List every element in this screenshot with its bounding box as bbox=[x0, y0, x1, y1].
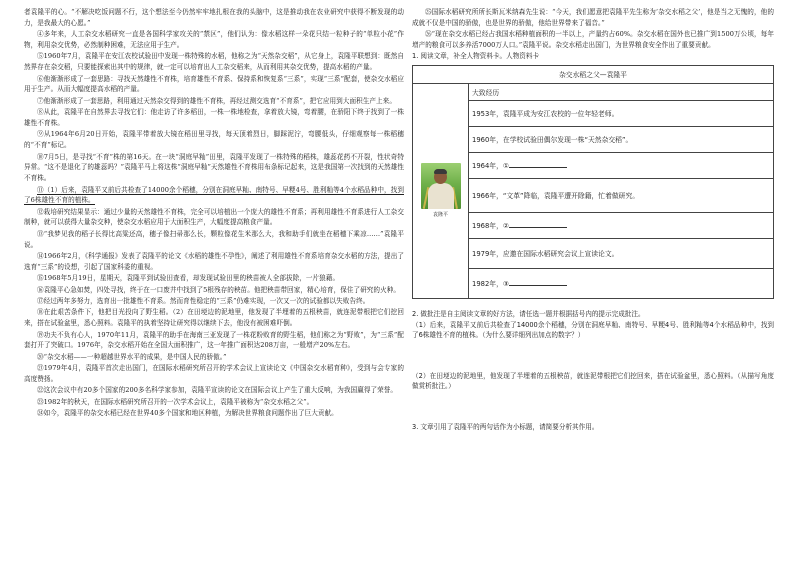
portrait-cell bbox=[413, 83, 469, 298]
card-row-blank-1: 1964年，① bbox=[469, 152, 774, 178]
article-paragraph: ⑲功夫不负有心人，1970年11月，袁隆平的助手在海南三亚发现了一株花粉败育的野生稻，他们称之为“野败”，为“三系”配套打开了突破口。1976年，杂交水稻开始在全国大面积推广，这一年推广面积达208万亩，一般增产20%左右。 bbox=[24, 330, 404, 350]
article-column-left bbox=[24, 7, 404, 420]
article-paragraph: ⑯袁隆平心急如焚，四处寻找，终于在一口废井中找到了5根残存的秧苗。他把秧苗带回家，精心培育，保住了研究的火种。 bbox=[37, 285, 401, 294]
card-row: 1966年，“文革”降临，袁隆平遭开除籍，忙着做研究。 bbox=[469, 178, 774, 212]
article-paragraph: ⑭1966年2月，《科学通报》发表了袁隆平的论文《水稻的雄性不孕性》，阐述了利用雄性不育系培育杂交水稻的方法，提出了选育“三系”的设想，引起了国家科委的重视。 bbox=[24, 252, 404, 271]
portrait-photo bbox=[421, 163, 461, 209]
answer-blank-3[interactable] bbox=[509, 279, 567, 286]
article-paragraph: ④多年来，人工杂交水稻研究一直是各国科学家攻关的“禁区”，他们认为：像水稻这样一朵花只结一粒种子的“单粒小花”作物，利用杂交优势，必然制种困难，无法应用于生产。 bbox=[24, 30, 404, 49]
article-paragraph: 者袁隆平的心。“不解决吃饭问题不行，这个想法至今仍然牢牢地扎根在我的头脑中，这是推动我在农业研究中获得不断发现的动力，是我最大的心愿。” bbox=[24, 8, 404, 27]
article-paragraph: ㉓1982年的秋天，在国际水稻研究所召开的一次学术会议上，袁隆平被称为“杂交水稻之父”。 bbox=[37, 397, 314, 406]
question-1-prompt: 1. 阅读文章，补全人物资料卡。人物资料卡 bbox=[412, 52, 540, 61]
portrait-caption: 袁隆平 bbox=[432, 212, 448, 219]
article-paragraph: ⑨从1964年6月20日开始，袁隆平带着放大镜在稻田里寻找，每天顶着烈日，脚踩泥泞，弯腰低头，仔细观察每一株稻穗的“不育”标记。 bbox=[24, 130, 404, 150]
article-paragraph: ⑬“我梦见我的稻子长得比高粱还高，穗子像扫帚那么长，颗粒像花生米那么大，我和助手们就坐在稻穗下乘凉……”袁隆平说。 bbox=[24, 229, 404, 249]
article-paragraph: ⑥他渐渐形成了一套思路：寻找天然雄性不育株，培育雄性不育系、保持系和恢复系“三系”，实现“三系”配套，使杂交水稻应用于生产。从而大幅度提高水稻的产量。 bbox=[24, 74, 404, 94]
question-3-prompt: 3. 文章引用了袁隆平的两句话作为小标题，请简要分析其作用。 bbox=[412, 422, 599, 431]
article-paragraph: ⑳“杂交水稻——一种超越世界水平的成果，是中国人民的骄傲。” bbox=[37, 352, 227, 361]
card-header: 大致经历 bbox=[469, 83, 774, 100]
article-paragraph: ⑧从此，袁隆平在自然界去寻找它们：他走访了许多稻田，一株一株地检查，拿着放大镜，弯着腰，在骄阳下终于找到了一株雄性不育株。 bbox=[24, 108, 404, 127]
article-paragraph: ⑫栽培研究结果显示：通过少量的天然雄性不育株，完全可以培植出一个庞大的雄性不育系；再利用雄性不育系进行人工杂交制种，就可以获得大量杂交种，使杂交水稻应用于大面积生产，大幅度提高粮食产量。 bbox=[24, 207, 404, 227]
article-paragraph: ⑤1960年7月，袁隆平在安江农校试验田中发现一株特殊的水稻，他称之为“天然杂交稻”，从它身上，袁隆平联想到：既然自然界存在杂交稻，只要能探索出其中的规律，就一定可以培育出人工杂交稻来，从而利用其杂交优势，提高水稻的产量。 bbox=[24, 52, 404, 72]
article-paragraph: ㉕国际水稻研究所所长斯瓦米纳森先生说：“今天，我们愿意把袁隆平先生称为‘杂交水稻之父’，他是当之无愧的，他的成就不仅是中国的骄傲，也是世界的骄傲，他给世界带来了福音。” bbox=[412, 8, 774, 27]
article-paragraph: ㉒这次会议中有20多个国家的200多名科学家参加，袁隆平宣读的论文在国际会议上产生了重大反响，为我国赢得了荣誉。 bbox=[37, 386, 398, 395]
article-paragraph-annotated-2 bbox=[24, 307, 404, 329]
article-paragraph-annotated-1 bbox=[24, 185, 404, 207]
question-2-item-1: （1）后来，袁隆平又前后共检查了14000余个稻穗，分别在洞庭早籼、南特号、早粳4号、胜利籼等4个水稻品种中，找到了6株雄性不育的植株。（为什么要详细列出加点的数字？） bbox=[412, 320, 774, 340]
article-paragraph: ㉔如今，袁隆平的杂交水稻已经在世界40多个国家和地区种植，为解决世界粮食问题作出了巨大贡献。 bbox=[37, 409, 338, 418]
question-2-prompt: 2. 做批注是自主阅读文章的好方法，请任选一题并根据括号内的提示完成批注。 bbox=[412, 309, 645, 318]
article-paragraph: ⑩7月5日，是寻找“不育”株的第16天。在一块“洞庭早籼”田里，袁隆平发现了一株特殊的稻株，雄蕊花药不开裂，性状奇特异常。“这不是退化了的雄蕊吗？”袁隆平马上将这株“洞庭早籼”天然雄性不育株用布条标记起来，这是我国第一次找到的天然雄性不育株。 bbox=[24, 152, 404, 183]
article-paragraph: ⑦他渐渐形成了一套思路，利用通过天然杂交得到的雄性不育株，再经过测交选育“不育系”，把它应用到大面积生产上来。 bbox=[37, 96, 396, 105]
card-row-blank-2: 1968年，② bbox=[469, 212, 774, 238]
article-paragraph: ⑰经过两年多努力，选育出一批雄性不育系。然而育性稳定的“三系”仍难实现，一次又一次的试验都以失败告终。 bbox=[37, 297, 370, 306]
article-paragraph: ⑮1968年5月19日，星期天，袁隆平到试验田查看，却发现试验田里的秧苗被人全部拔除，一片狼藉。 bbox=[37, 274, 340, 283]
card-row: 1960年，在学校试验田偶尔发现一株“天然杂交稻”。 bbox=[469, 126, 774, 152]
article-paragraph: ㉑1979年4月，袁隆平首次走出国门，在国际水稻研究所召开的学术会议上宣读论文《中国杂交水稻育种》，受到与会专家的高度赞扬。 bbox=[24, 364, 404, 383]
answer-blank-2[interactable] bbox=[509, 221, 567, 228]
card-row-blank-3: 1982年，③ bbox=[469, 268, 774, 298]
article-paragraph: ㉖“现在杂交水稻已经占我国水稻种植面积的一半以上，产量约占60%。杂交水稻在国外也已推广到1500万公顷，每年增产的粮食可以多养活7000万人口。”袁隆平说。杂交水稻走出国门，为世界粮食安全作出了重要贡献。 bbox=[412, 30, 774, 49]
underlined-sentence-1: ⑪（1）后来，袁隆平又前后共检查了14000余个稻穗，分别在洞庭早籼、南特号、早粳4号、胜利籼等4个水稻品种中，找到了6株雄性不育的植株。 bbox=[24, 185, 404, 205]
paragraph-text: ⑱在此艰苦条件下，他把目光投向了野生稻。（2）在田埂边的泥地里，他发现了半埋着的五根秧苗，就连泥带根把它们挖回来，搭在试验盆里，悉心照料。袁隆平的执着坚持让研究得以继续下去，他没有被困难吓倒。 bbox=[24, 308, 404, 328]
answer-blank-1[interactable] bbox=[509, 161, 567, 168]
card-row: 1953年，袁隆平成为安江农校的一位年轻老师。 bbox=[469, 100, 774, 126]
question-column-right bbox=[412, 7, 774, 433]
profile-card bbox=[412, 65, 774, 299]
question-2-item-2: （2）在田埂边的泥地里，他发现了半埋着的五根秧苗，就连泥带根把它们挖回来，搭在试验盆里，悉心照料。（从描写角度做赏析批注。） bbox=[412, 371, 774, 391]
profile-card-title: 杂交水稻之父—袁隆平 bbox=[413, 65, 774, 83]
card-row: 1979年，应邀在国际水稻研究会议上宣读论文。 bbox=[469, 238, 774, 268]
